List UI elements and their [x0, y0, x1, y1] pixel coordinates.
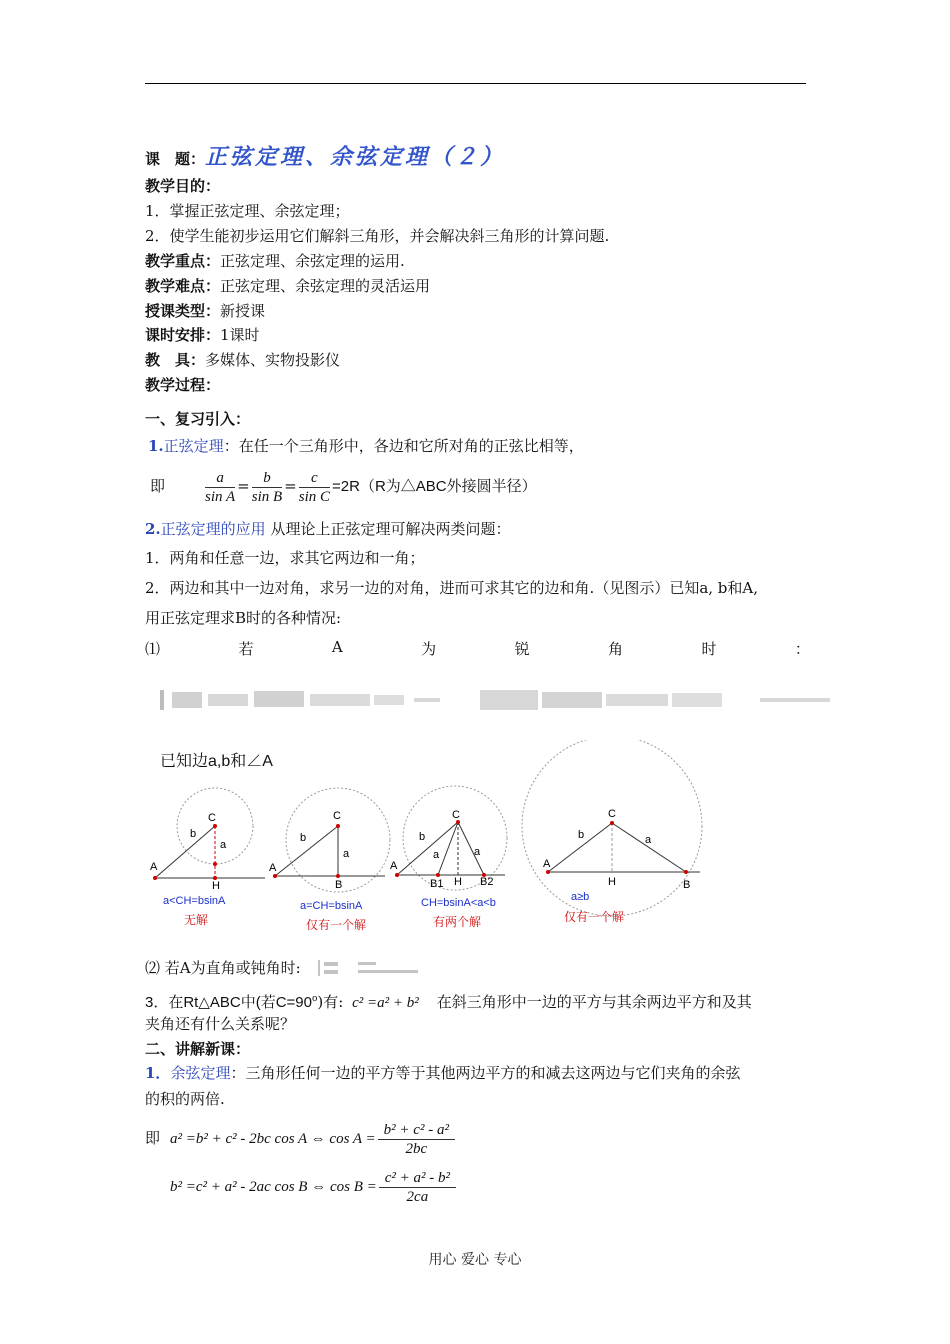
- blurred-obtuse-formula: [318, 958, 468, 978]
- svg-text:C: C: [208, 812, 216, 824]
- lesson-title: [145, 140, 505, 171]
- process-heading: 教学过程：: [145, 376, 221, 394]
- svg-text:a: a: [343, 848, 350, 860]
- case-result-1: 无解: [184, 913, 209, 927]
- pythagorean-formula: c² =a² + b²: [352, 995, 419, 1011]
- svg-text:B: B: [683, 879, 691, 891]
- svg-text:a: a: [645, 834, 652, 846]
- svg-text:H: H: [608, 876, 616, 888]
- sine-law-line: 1.正弦定理：在任一个三角形中，各边和它所对角的正弦比相等，: [148, 437, 584, 455]
- svg-text:C: C: [608, 808, 616, 820]
- right-triangle-line-2: 夹角还有什么关系呢？: [145, 1015, 296, 1033]
- sine-law-application: 2.正弦定理的应用 从理论上正弦定理可解决两类问题：: [145, 520, 511, 538]
- difficulty-line: 教学难点：正弦定理、余弦定理的灵活运用: [145, 277, 431, 295]
- page-footer: 用心 爱心 专心: [428, 1252, 522, 1268]
- svg-text:C: C: [333, 810, 341, 822]
- case-2a: 2．两边和其中一边对角，求另一边的对角，进而可求其它的边和角.（见图示）已知a, b和A,: [145, 579, 758, 597]
- goal-1: 1．掌握正弦定理、余弦定理；: [145, 202, 350, 220]
- case-result-4: 仅有一个解: [564, 910, 625, 924]
- svg-text:H: H: [212, 880, 220, 892]
- svg-text:a: a: [220, 839, 227, 851]
- cosine-law-line-2: 的积的两倍.: [145, 1090, 225, 1108]
- svg-text:H: H: [454, 876, 462, 888]
- right-triangle-line: 3．在Rt△ABC中(若$C=90^o$)有: c² =a² + b² 在斜三角形中一边的平方与其余两边平方和及其: [145, 993, 752, 1011]
- svg-text:C: C: [452, 809, 460, 821]
- cosine-law-eq-2: b² =c² + a² - 2ac cos B ⇔ cos B = $\frac{\text{c² + a² - b²}}{2ca}$: [170, 1166, 458, 1207]
- goals-heading: 教学目的：: [145, 177, 221, 195]
- svg-text:A: A: [390, 860, 398, 872]
- svg-text:B1: B1: [430, 878, 444, 890]
- case-result-2: 仅有一个解: [306, 918, 367, 932]
- case-label-1: a<CH=bsinA: [163, 895, 226, 907]
- focus-line: 教学重点：正弦定理、余弦定理的运用.: [145, 252, 405, 270]
- cos-a-fraction: $\frac{\text{b² + c² - a²}}{2bc}$: [378, 1121, 455, 1158]
- header-rule: [145, 83, 806, 84]
- title-label: 课 题：: [145, 150, 206, 168]
- svg-text:A: A: [150, 861, 158, 873]
- acute-case-line: ⑴ 若 A 为 锐 角 时 ：: [145, 638, 810, 658]
- svg-text:b: b: [419, 831, 426, 843]
- cosine-law-eq-1: 即 a² =b² + c² - 2bc cos A ⇔ cos A = $\frac{\text{b² + c² - a²}}{2bc}$: [145, 1118, 457, 1159]
- case-label-4: a≥b: [571, 891, 590, 903]
- svg-text:b: b: [578, 829, 585, 841]
- case-label-2: a=CH=bsinA: [300, 900, 363, 912]
- svg-text:b: b: [190, 828, 197, 840]
- cosine-law-line: 1．余弦定理：三角形任何一边的平方等于其他两边平方的和减去这两边与它们夹角的余弦: [145, 1064, 741, 1082]
- case-1: 1．两角和任意一边，求其它两边和一角；: [145, 549, 425, 567]
- svg-text:B2: B2: [480, 876, 494, 888]
- svg-text:A: A: [543, 858, 551, 870]
- fraction-a: $\frac{a}{\text{sin A}}$: [205, 469, 236, 505]
- triangle-cases-figure: [140, 740, 720, 940]
- section-2-heading: 二、讲解新课：: [145, 1040, 251, 1058]
- fraction-c: $\frac{c}{\text{sin C}}$: [298, 469, 331, 505]
- figure-title: 已知边a,b和∠A: [160, 753, 273, 770]
- svg-text:a: a: [433, 849, 440, 861]
- blurred-formula-strip: [160, 686, 840, 712]
- section-1-heading: 一、复习引入：: [145, 410, 251, 428]
- sine-law-equation: 即 $\frac{a}{\text{sin A}}$ = $\frac{b}{\text{sin B}}$ = $\frac{c}{\text{sin C}}$ =2R（R为△ABC外接圆半径）: [150, 469, 537, 505]
- cos-b-fraction: $\frac{\text{c² + a² - b²}}{2ca}$: [379, 1169, 456, 1206]
- case-result-3: 有两个解: [433, 915, 482, 929]
- hours-line: 课时安排：1课时: [145, 326, 260, 344]
- title-topic: 正弦定理、余弦定理（２）: [205, 145, 506, 170]
- fraction-b: $\frac{b}{\text{sin B}}$: [251, 469, 283, 505]
- type-line: 授课类型：新授课: [145, 302, 266, 320]
- case-2b: 用正弦定理求B时的各种情况:: [145, 609, 342, 627]
- svg-text:B: B: [335, 879, 343, 891]
- svg-text:b: b: [300, 832, 307, 844]
- svg-text:A: A: [269, 862, 277, 874]
- obtuse-case-line: ⑵ 若A为直角或钝角时:: [145, 959, 301, 977]
- svg-text:a: a: [474, 846, 481, 858]
- case-label-3: CH=bsinA<a<b: [421, 897, 496, 909]
- goal-2: 2．使学生能初步运用它们解斜三角形，并会解决斜三角形的计算问题.: [145, 227, 610, 245]
- tools-line: 教 具：多媒体、实物投影仪: [145, 351, 341, 369]
